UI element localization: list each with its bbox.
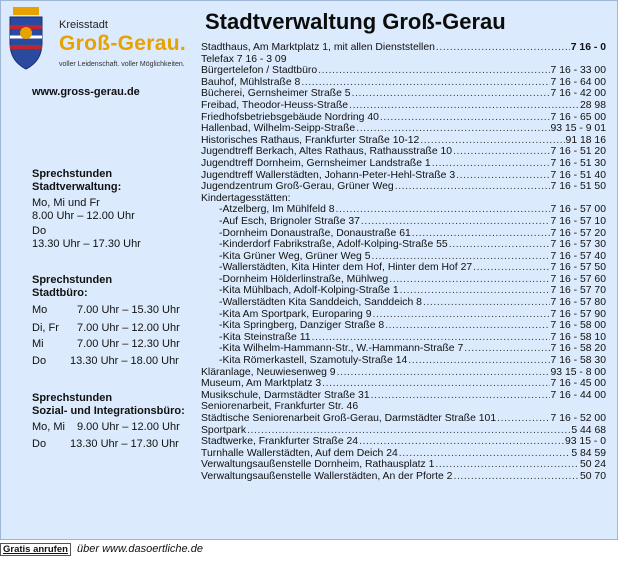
hours-day: Do [32, 225, 47, 237]
hours-time: 7.00 Uhr – 12.30 Uhr [77, 338, 180, 350]
leader-dots [412, 228, 550, 240]
phone-number[interactable]: 7 16 - 57 80 [550, 297, 606, 309]
listing-row [201, 471, 606, 483]
leader-dots [436, 42, 570, 54]
phone-number[interactable]: 5 84 59 [571, 447, 606, 459]
listing-name: Kita Römerkastell, Szamotuly-Straße 14 [222, 355, 408, 367]
listing-row [201, 390, 606, 402]
leader-dots [423, 297, 550, 309]
listing-row [201, 309, 606, 321]
leader-dots [247, 425, 570, 437]
phone-number[interactable]: 7 16 - 57 40 [550, 250, 606, 262]
leader-dots [372, 309, 549, 321]
phone-listing [201, 42, 606, 483]
phone-number[interactable]: 7 16 - 58 00 [550, 320, 606, 332]
hours-day: Do [32, 438, 47, 450]
footer [0, 543, 203, 556]
listing-name: Kita Am Sportpark, Europaring 9 [222, 308, 372, 320]
leader-dots [453, 146, 549, 158]
listing-row [201, 367, 606, 379]
phone-number[interactable]: 93 15 - 0 [564, 436, 606, 448]
hours-time: 13.30 Uhr – 17.30 Uhr [32, 238, 141, 250]
listing-row [201, 459, 606, 471]
phone-number[interactable]: 7 16 - 52 00 [550, 413, 606, 424]
leader-dots [349, 100, 579, 112]
leader-dots [435, 459, 579, 471]
leader-dots [371, 390, 550, 402]
listing-row [201, 123, 606, 135]
listing-row [201, 436, 606, 448]
leader-dots [361, 216, 550, 228]
listing-name: Jugendtreff Dornheim, Gernsheimer Landstraße 1 [201, 157, 431, 169]
phone-number[interactable]: 7 16 - 51 40 [550, 169, 606, 181]
leader-dots [395, 181, 550, 193]
listing-name: Kita Steinstraße 11 [222, 331, 311, 343]
phone-number[interactable]: 7 16 - 51 50 [550, 181, 606, 193]
list-bullet: - [219, 215, 223, 227]
list-bullet: - [219, 250, 223, 262]
leader-dots [420, 135, 564, 147]
listing-name: Verwaltungsaußenstelle Dornheim, Rathausplatz 1 [201, 459, 435, 471]
hours-day: Do [32, 355, 47, 367]
list-bullet: - [219, 343, 223, 355]
hours-heading-line: Stadtbüro: [32, 287, 88, 299]
list-bullet: - [219, 227, 223, 239]
hours-heading-line: Sprechstunden [32, 392, 113, 404]
hours-heading-line: Sozial- und Integrationsbüro: [32, 405, 185, 417]
phone-number[interactable]: 7 16 - 58 30 [550, 355, 606, 367]
listing-row [201, 378, 606, 390]
phone-number[interactable]: 7 16 - 57 50 [550, 262, 606, 274]
leader-dots [453, 471, 579, 483]
phone-number[interactable]: 7 16 - 51 30 [550, 157, 606, 169]
listing-row [201, 448, 606, 460]
leader-dots [464, 343, 549, 355]
listing-row [201, 297, 606, 309]
leader-dots [372, 251, 550, 263]
listing-row [201, 228, 606, 240]
listing-name: Kita Grüner Weg, Grüner Weg 5 [222, 250, 371, 262]
logo-title: Groß-Gerau. [59, 32, 186, 55]
leader-dots [380, 112, 550, 124]
phone-number[interactable]: 7 16 - 57 30 [550, 239, 606, 251]
listing-name: Auf Esch, Brignoler Straße 37 [222, 215, 360, 227]
listing-name: Kita Springberg, Danziger Straße 8 [222, 320, 385, 332]
phone-number[interactable]: 50 24 [579, 459, 606, 471]
leader-dots [312, 332, 550, 344]
phone-number[interactable]: 7 16 - 58 10 [550, 331, 606, 343]
listing-row [201, 413, 606, 425]
hours-day: Mo, Mi [32, 421, 65, 433]
free-call-button[interactable]: Gratis anrufen [0, 543, 71, 556]
leader-dots [449, 239, 550, 251]
list-bullet: - [219, 239, 223, 251]
list-bullet: - [219, 320, 223, 332]
listing-name: Jugendtreff Berkach, Altes Rathaus, Rathausstraße 10 [201, 146, 453, 158]
leader-dots [456, 170, 549, 182]
phone-number[interactable]: 7 16 - 57 10 [550, 215, 606, 227]
phone-number[interactable]: 7 16 - 33 00 [550, 65, 606, 77]
listing-row [201, 262, 606, 274]
hours-day: Mo [32, 304, 48, 316]
listing-name: Kinderdorf Fabrikstraße, Adolf-Kolping-Straße 55 [222, 239, 448, 251]
listing-name: Friedhofsbetriebsgebäude Nordring 40 [201, 111, 379, 123]
list-bullet: - [219, 285, 223, 297]
leader-dots [408, 355, 549, 367]
phone-number[interactable]: 7 16 - 45 00 [550, 378, 606, 390]
listing-row [201, 54, 606, 66]
listing-row [201, 251, 606, 263]
listing-name: Jugendzentrum Groß-Gerau, Grüner Weg [201, 181, 394, 193]
leader-dots [318, 65, 549, 77]
phone-number[interactable]: 28 98 [579, 99, 606, 111]
listing-name: Turnhalle Wallerstädten, Auf dem Deich 24 [201, 447, 398, 459]
listing-row [201, 320, 606, 332]
list-bullet: - [219, 331, 223, 343]
leader-dots [301, 77, 549, 89]
listing-name: Dornheim Hölderlinstraße, Mühlweg [222, 273, 389, 285]
listing-name: Musikschule, Darmstädter Straße 31 [201, 389, 370, 401]
hours-time: 7.00 Uhr – 15.30 Uhr [77, 304, 180, 316]
leader-dots [389, 274, 549, 286]
hours-time: 8.00 Uhr – 12.00 Uhr [32, 210, 135, 222]
listing-row [201, 401, 606, 413]
hours-heading-line: Sprechstunden [32, 274, 113, 286]
hours-time: 7.00 Uhr – 12.00 Uhr [77, 322, 180, 334]
list-bullet: - [219, 262, 223, 274]
listing-name: Hallenbad, Wilhelm-Seipp-Straße [201, 123, 356, 135]
listing-name: Städtische Seniorenarbeit Groß-Gerau, Darmstädter Straße 101 [201, 413, 497, 424]
listing-name: Sportpark [201, 424, 247, 436]
hours-time: 13.30 Uhr – 17.30 Uhr [70, 438, 179, 450]
leader-dots [385, 320, 549, 332]
hours-heading-line: Sprechstunden [32, 168, 113, 180]
listing-name: Bücherei, Gernsheimer Straße 5 [201, 88, 351, 100]
listing-row [201, 42, 606, 54]
phone-number[interactable]: 7 16 - 57 00 [550, 204, 606, 216]
hours-day: Mi [32, 338, 44, 350]
listing-name: Wallerstädten Kita Sanddeich, Sanddeich 8 [222, 297, 422, 309]
listing-name: Kita Mühlbach, Adolf-Kolping-Straße 1 [222, 285, 399, 297]
city-logo [5, 5, 195, 75]
listing-name: Atzelberg, Im Mühlfeld 8 [222, 204, 335, 216]
listing-name: Stadtwerke, Frankfurter Straße 24 [201, 436, 359, 448]
listing-name: Bauhof, Mühlstraße 8 [201, 76, 301, 88]
listing-name: Wallerstädten, Kita Hinter dem Hof, Hinter dem Hof 27 [222, 262, 473, 274]
leader-dots [432, 158, 550, 170]
listing-name: Stadthaus, Am Marktplatz 1, mit allen Dienststellen [201, 42, 435, 53]
list-bullet: - [219, 273, 223, 285]
listing-row [201, 88, 606, 100]
listing-row [201, 112, 606, 124]
listing-name: Telefax 7 16 - 3 09 [201, 53, 287, 65]
coat-of-arms-icon [7, 7, 45, 71]
leader-dots [399, 448, 571, 460]
listing-name: Freibad, Theodor-Heuss-Straße [201, 99, 349, 111]
listing-name: Seniorenarbeit, Frankfurter Str. 46 [201, 401, 359, 413]
phone-number[interactable]: 7 16 - 57 90 [550, 308, 606, 320]
listing-row [201, 216, 606, 228]
listing-row [201, 355, 606, 367]
leader-dots [400, 285, 550, 297]
listing-row [201, 170, 606, 182]
phone-number[interactable]: 5 44 68 [571, 424, 606, 436]
listing-row [201, 158, 606, 170]
list-bullet: - [219, 355, 223, 367]
phone-number[interactable]: 7 16 - 57 60 [550, 273, 606, 285]
listing-row [201, 425, 606, 437]
listing-row [201, 239, 606, 251]
leader-dots [473, 262, 549, 274]
phone-number[interactable]: 7 16 - 42 00 [550, 88, 606, 100]
listing-row [201, 193, 606, 205]
leader-dots [336, 204, 550, 216]
leader-dots [352, 88, 550, 100]
phone-number[interactable]: 93 15 - 9 01 [550, 123, 606, 135]
listing-name: Kläranlage, Neuwiesenweg 9 [201, 366, 336, 378]
leader-dots [337, 367, 550, 379]
listing-row [201, 65, 606, 77]
footer-via-text: über www.dasoertliche.de [77, 543, 203, 555]
hours-day: Mo, Mi und Fr [32, 197, 100, 209]
page-title: Stadtverwaltung Groß-Gerau [205, 9, 506, 34]
listing-row [201, 332, 606, 344]
listing-row [201, 135, 606, 147]
phone-number[interactable]: 7 16 - 64 00 [550, 76, 606, 88]
listing-name: Verwaltungsaußenstelle Wallerstädten, An der Pforte 2 [201, 470, 453, 482]
listing-row [201, 274, 606, 286]
listing-row [201, 100, 606, 112]
hours-day: Di, Fr [32, 322, 59, 334]
list-bullet: - [219, 308, 223, 320]
logo-subtitle: Kreisstadt [59, 19, 108, 31]
logo-tagline: voller Leidenschaft. voller Möglichkeiten. [59, 61, 185, 68]
listing-row [201, 285, 606, 297]
leader-dots [322, 378, 549, 390]
phone-number[interactable]: 50 70 [579, 470, 606, 482]
phone-number[interactable]: 7 16 - 51 20 [550, 146, 606, 158]
listing-row [201, 77, 606, 89]
listing-row [201, 204, 606, 216]
listing-row [201, 343, 606, 355]
listing-row [201, 181, 606, 193]
listing-name: Bürgertelefon / Stadtbüro [201, 65, 318, 77]
phone-number[interactable]: 7 16 - 57 20 [550, 227, 606, 239]
list-bullet: - [219, 204, 223, 216]
hours-time: 13.30 Uhr – 18.00 Uhr [70, 355, 179, 367]
phone-number[interactable]: 7 16 - 0 [570, 42, 606, 53]
listing-name: Kita Wilhelm-Hammann-Str., W.-Hammann-Straße 7 [222, 343, 464, 355]
listing-name: Jugendtreff Wallerstädten, Johann-Peter-Hehl-Straße 3 [201, 169, 456, 181]
leader-dots [356, 123, 549, 135]
phone-number[interactable]: 7 16 - 58 20 [550, 343, 606, 355]
phone-number[interactable]: 7 16 - 57 70 [550, 285, 606, 297]
hours-time: 9.00 Uhr – 12.00 Uhr [77, 421, 180, 433]
listing-name: Museum, Am Marktplatz 3 [201, 378, 322, 390]
leader-dots [359, 436, 564, 448]
phone-number[interactable]: 7 16 - 65 00 [550, 111, 606, 123]
phone-number[interactable]: 93 15 - 8 00 [550, 366, 606, 378]
listing-name: Dornheim Donaustraße, Donaustraße 61 [222, 227, 411, 239]
website-link[interactable]: www.gross-gerau.de [32, 86, 140, 98]
phone-number[interactable]: 7 16 - 44 00 [550, 389, 606, 401]
listing-name: Historisches Rathaus, Frankfurter Straße 10-12 [201, 134, 420, 146]
listing-row [201, 146, 606, 158]
phone-number[interactable]: 91 18 16 [565, 134, 606, 146]
hours-heading-line: Stadtverwaltung: [32, 181, 122, 193]
leader-dots [497, 413, 549, 425]
listing-name: Kindertagesstätten: [201, 192, 291, 204]
list-bullet: - [219, 297, 223, 309]
